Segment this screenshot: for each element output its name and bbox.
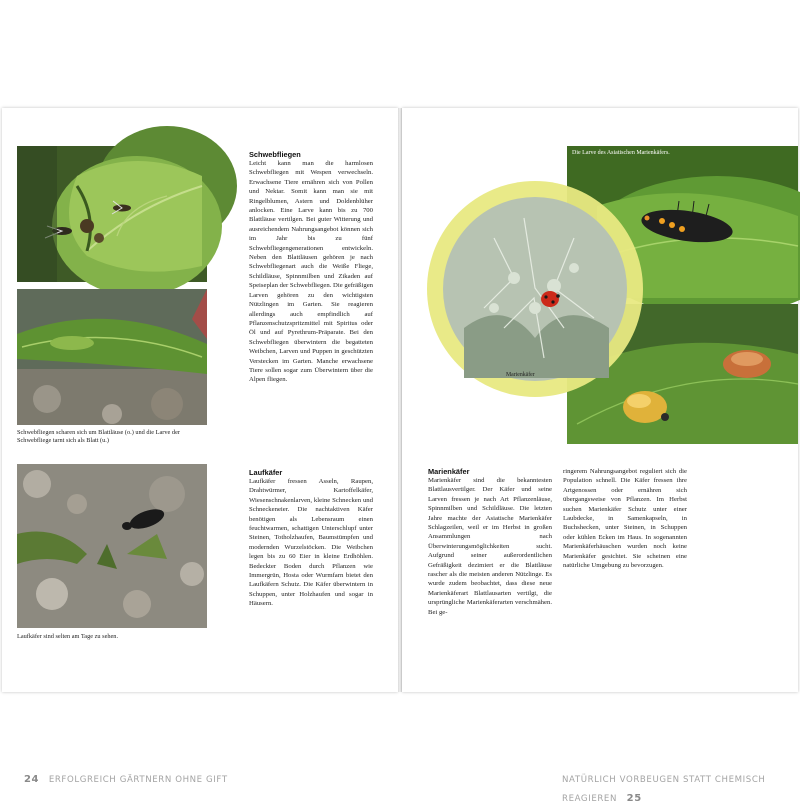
laufkaefer-text: Laufkäfer fressen Asseln, Raupen, Drahtwürmer, Kartoffelkäfer, Wiesenschnakenlarven, kleine Schnecken und Schneckeneier. Die nachtaktiven Käfer benötigen als Lebensraum einen feuchtwarmen, schattigen Unterschlupf unter Steinen, Totholzhaufen, Baumstümpfen und modernden Wurzelstöcken. Die Weibchen legen bis zu 60 Eier in kleine Erdhöhlen. Bedeckter Boden durch Pflanzen wie Immergrün, Hosta oder Wurmfarn bietet den Laufkäfern Schutz. Die Käfer überwintern in Schuppen, unter Holzhaufen und sogar in Häusern. (249, 478, 373, 608)
marienkaefer-text-col1: Marienkäfer sind die bekanntesten Blattlausvertilger. Der Käfer und seine Larven fressen je nach Art Pflanzenläuse, Spinnmilben und Schildläuse. Die letzten Jahre machte der Asiatische Marienkäfer Schlagzeilen, weil er im Herbst in großen Ansammlungen nach Überwinterungsmöglichkeiten sucht. Aufgrund seiner außerordentlichen Gefräßigkeit dezimiert er die Blattläuse rascher als die meisten anderen Nützlinge. Es wurde zudem beobachtet, dass diese neue Marienkäferart Blattlausarten vertilgt, die ursprüngliche Marienkäferarten verschmähen. Bei ge- (428, 477, 552, 616)
marienkaefer-heading: Marienkäfer (428, 467, 470, 476)
ladybird-circle-inset (424, 178, 646, 400)
beetle-caption: Laufkäfer sind selten am Tage zu sehen. (17, 633, 119, 640)
running-title: NATÜRLICH VORBEUGEN STATT CHEMISCH REAGIEREN (562, 775, 766, 804)
ground-beetle-photo (17, 464, 207, 628)
marienkaefer-text-col2: ringerem Nahrungsangebot reguliert sich die Population schnell. Die Käfer fressen ihre Artgenossen oder ernähren sich übergangsweise von Pflanzen. Im Herbst suchen Marienkäfer Schutz unter einer Laubdecke, in Samenkapseln, in Buchshecken, unter Steinen, in Schuppen oder kühlen Ecken im Haus. In sogenannten Marienkäferhäuschen wurden noch keine Marienkäfer gesichtet. Sie scheinen eine natürliche Umgebung zu bevorzugen. (563, 468, 687, 570)
right-folio (562, 767, 798, 805)
hoverfly-caption: Schwebfliegen scharen sich um Blattläuse (o.) und die Larve der Schwebfliege tarnt sich als Blatt (u.) (17, 429, 180, 445)
left-page (2, 108, 398, 785)
page-number: 25 (626, 793, 642, 804)
larva-caption: Die Larve des Asiatischen Marienkäfers. (572, 150, 670, 156)
laufkaefer-heading: Laufkäfer (249, 468, 283, 477)
circle-caption: Marienkäfer (506, 372, 535, 378)
schwebfliegen-text: Leicht kann man die harmlosen Schwebfliegen mit Wespen verwechseln. Erwachsene Tiere ernähren sich von Pollen und Nektar. Somit kann man sie mit Ringelblumen, Astern und Doldenblüher anlocken. Eine Larve kann bis zu 700 Blattläuse vertilgen. Bei guter Witterung und ausreichendem Nahrungsangebot können sich im Jahr bis zu fünf Schwebfliegengenerationen entwickeln. Neben den Blattläusen gehören je nach Schwebfliegenart auch die Weiße Fliege, Schildläuse, Spinnmilben und Zikaden auf Speiseplan der Schwebfliegen. Die gefräßigen Larven gehören zu den wichtigsten Nützlingen im Garten. Sie reagieren allerdings auch empfindlich auf Pflanzenschutzspritzmittel mit Spiritus oder Öl und auf Pyrethrum-Präparate. Bei den Schwebfliegen überwintern die begatteten Weibchen, Larven und Puppen in geschützten Verstecken im Garten. Manche erwachsene Tiere sollen sogar zum Überwintern über die Alpen fliegen. (249, 160, 373, 384)
hoverfly-photo (17, 146, 207, 282)
running-title: ERFOLGREICH GÄRTNERN OHNE GIFT (48, 775, 228, 785)
right-page (402, 108, 798, 804)
page-number: 24 (24, 774, 40, 785)
left-folio (24, 767, 228, 786)
larva-photo (17, 289, 207, 425)
schwebfliegen-heading: Schwebfliegen (249, 150, 301, 159)
